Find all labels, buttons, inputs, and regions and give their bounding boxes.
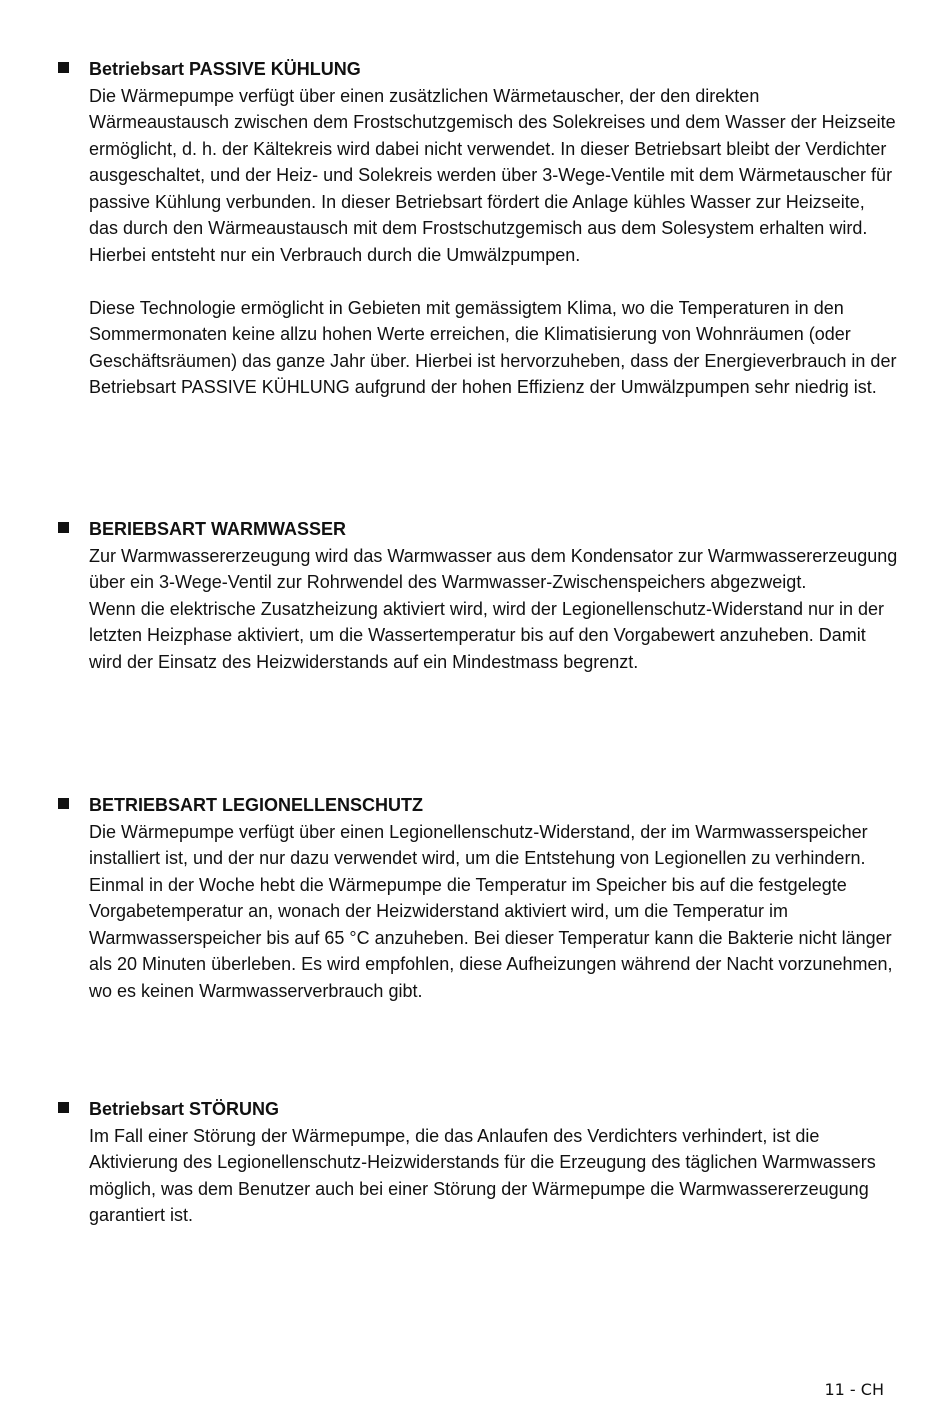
section-paragraph: Die Wärmepumpe verfügt über einen zusätzlichen Wärmetauscher, der den direkten Wärmeaustausch zwischen dem Frostschutzgemisch des Solekreises und dem Wasser der Heizseite ermöglicht, d. h. der Kältekreis wird dabei nicht verwendet. In dieser Betriebsart bleibt der Verdichter ausgeschaltet, und der Heiz- und Solekreis werden über 3-Wege-Ventile mit dem Wärmetauscher für passive Kühlung verbunden. In dieser Betriebsart fördert die Anlage kühles Wasser zur Heizseite, das durch den Wärmeaustausch mit dem Frostschutzgemisch aus dem Solesystem erhalten wird. Hierbei entsteht nur ein Verbrauch durch die Umwälzpumpen. [89, 85, 896, 265]
section-legionella-protection [58, 792, 898, 1004]
section-paragraph: Zur Warmwassererzeugung wird das Warmwasser aus dem Kondensator zur Warmwassererzeugung über ein 3-Wege-Ventil zur Rohrwendel des Warmwasser-Zwischenspeichers abgezweigt. [89, 545, 898, 592]
section-paragraph: Wenn die elektrische Zusatzheizung aktiviert wird, wird der Legionellenschutz-Widerstand nur in der letzten Heizphase aktiviert, um die Wassertemperatur bis auf den Vorgabewert anzuheben. Damit wird der Einsatz des Heizwiderstands auf ein Mindestmass begrenzt. [89, 598, 885, 672]
section-heading: BETRIEBSART LEGIONELLENSCHUTZ [89, 795, 424, 815]
page-number: 11 - CH [824, 1380, 884, 1399]
section-heading: BERIEBSART WARMWASSER [89, 519, 347, 539]
square-bullet-icon [58, 798, 69, 809]
section-warm-water [58, 516, 898, 675]
section-paragraph: Im Fall einer Störung der Wärmepumpe, die das Anlaufen des Verdichters verhindert, ist die Aktivierung des Legionellenschutz-Heizwiderstands für die Erzeugung des täglichen Warmwassers möglich, was dem Benutzer auch bei einer Störung der Wärmepumpe die Warmwassererzeugung garantiert ist. [89, 1125, 876, 1225]
section-heading: Betriebsart PASSIVE KÜHLUNG [89, 59, 361, 79]
section-passive-cooling [58, 56, 898, 401]
section-fault [58, 1096, 898, 1229]
section-heading: Betriebsart STÖRUNG [89, 1099, 280, 1119]
section-paragraph: Die Wärmepumpe verfügt über einen Legionellenschutz-Widerstand, der im Warmwasserspeicher installiert ist, und der nur dazu verwendet wird, um die Entstehung von Legionellen zu verhindern. Einmal in der Woche hebt die Wärmepumpe die Temperatur im Speicher bis auf die festgelegte Vorgabetemperatur an, wonach der Heizwiderstand aktiviert wird, um die Temperatur im Warmwasserspeicher bis auf 65 °C anzuheben. Bei dieser Temperatur kann die Bakterie nicht länger als 20 Minuten überleben. Es wird empfohlen, diese Aufheizungen während der Nacht vorzunehmen, wo es keinen Warmwasserverbrauch gibt. [89, 821, 893, 1001]
square-bullet-icon [58, 62, 69, 73]
section-paragraph: Diese Technologie ermöglicht in Gebieten mit gemässigtem Klima, wo die Temperaturen in den Sommermonaten keine allzu hohen Werte erreichen, die Klimatisierung von Wohnräumen (oder Geschäftsräumen) das ganze Jahr über. Hierbei ist hervorzuheben, dass der Energieverbrauch in der Betriebsart PASSIVE KÜHLUNG aufgrund der hohen Effizienz der Umwälzpumpen sehr niedrig ist. [89, 297, 897, 397]
square-bullet-icon [58, 1102, 69, 1113]
square-bullet-icon [58, 522, 69, 533]
